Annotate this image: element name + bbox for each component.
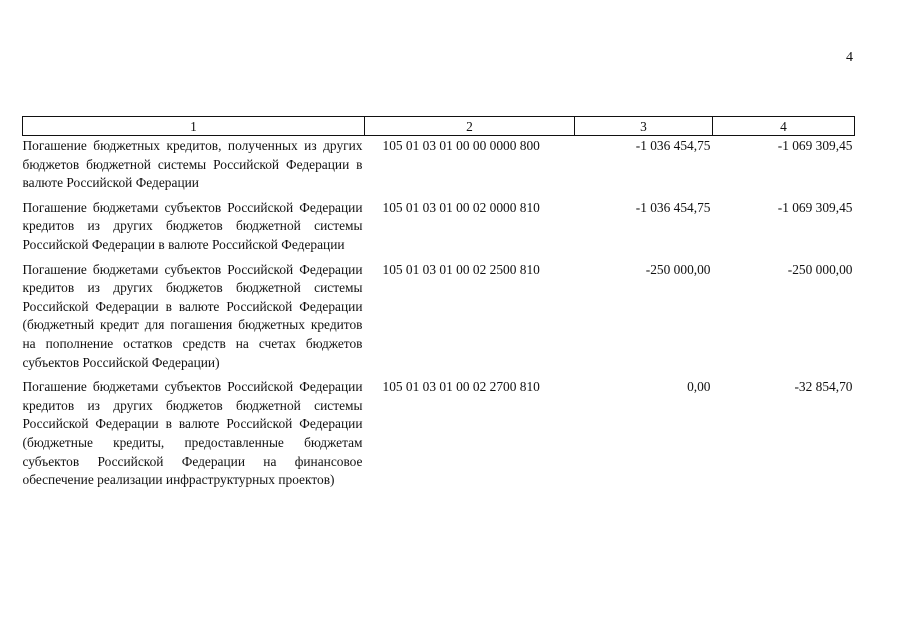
table-header (23, 117, 855, 136)
row-value-col3: -250 000,00 (645, 261, 711, 277)
row-value-col4: -1 069 309,45 (777, 199, 853, 215)
row-code: 105 01 03 01 00 02 2700 810 (382, 379, 540, 395)
row-value-col3: 0,00 (687, 379, 711, 395)
row-value-col3: -1 036 454,75 (635, 138, 711, 153)
row-name: Погашение бюджетами субъектов Российской Федерации кредитов из других бюджетов бюджетной системы Российской Федерации в валюте Российской Федерации (бюджетные кредиты, предоставленные бюджетам субъектов Российской Федерации на финансовое обеспечение реализации инфраструктурных проектов) (22, 379, 363, 488)
table-row (23, 255, 855, 373)
column-header-3: 3 (575, 117, 713, 136)
row-name: Погашение бюджетных кредитов, полученных из других бюджетов бюджетной системы Российской Федерации в валюте Российской Федерации (22, 138, 363, 191)
table-row (23, 193, 855, 255)
column-header-4: 4 (713, 117, 855, 136)
table-row (23, 372, 855, 490)
row-code: 105 01 03 01 00 02 0000 810 (382, 199, 540, 215)
row-name: Погашение бюджетами субъектов Российской Федерации кредитов из других бюджетов бюджетной системы Российской Федерации в валюте Российской Федерации (бюджетный кредит для погашения бюджетных кредитов на пополнение остатков средств на счетах бюджетов субъектов Российской Федерации) (22, 261, 363, 370)
row-code: 105 01 03 01 00 02 2500 810 (382, 261, 540, 277)
column-header-2: 2 (365, 117, 575, 136)
page-number: 4 (846, 50, 853, 65)
row-value-col4: -250 000,00 (787, 261, 853, 277)
row-code: 105 01 03 01 00 00 0000 800 (382, 138, 540, 153)
table-row (23, 136, 855, 193)
row-value-col3: -1 036 454,75 (635, 199, 711, 215)
table-body (23, 136, 855, 490)
row-name: Погашение бюджетами субъектов Российской Федерации кредитов из других бюджетов бюджетной системы Российской Федерации в валюте Российской Федерации (22, 199, 363, 252)
row-value-col4: -32 854,70 (794, 379, 853, 395)
header-row (23, 117, 855, 136)
column-header-1: 1 (23, 117, 365, 136)
row-value-col4: -1 069 309,45 (777, 138, 853, 153)
budget-sources-table (22, 116, 855, 490)
